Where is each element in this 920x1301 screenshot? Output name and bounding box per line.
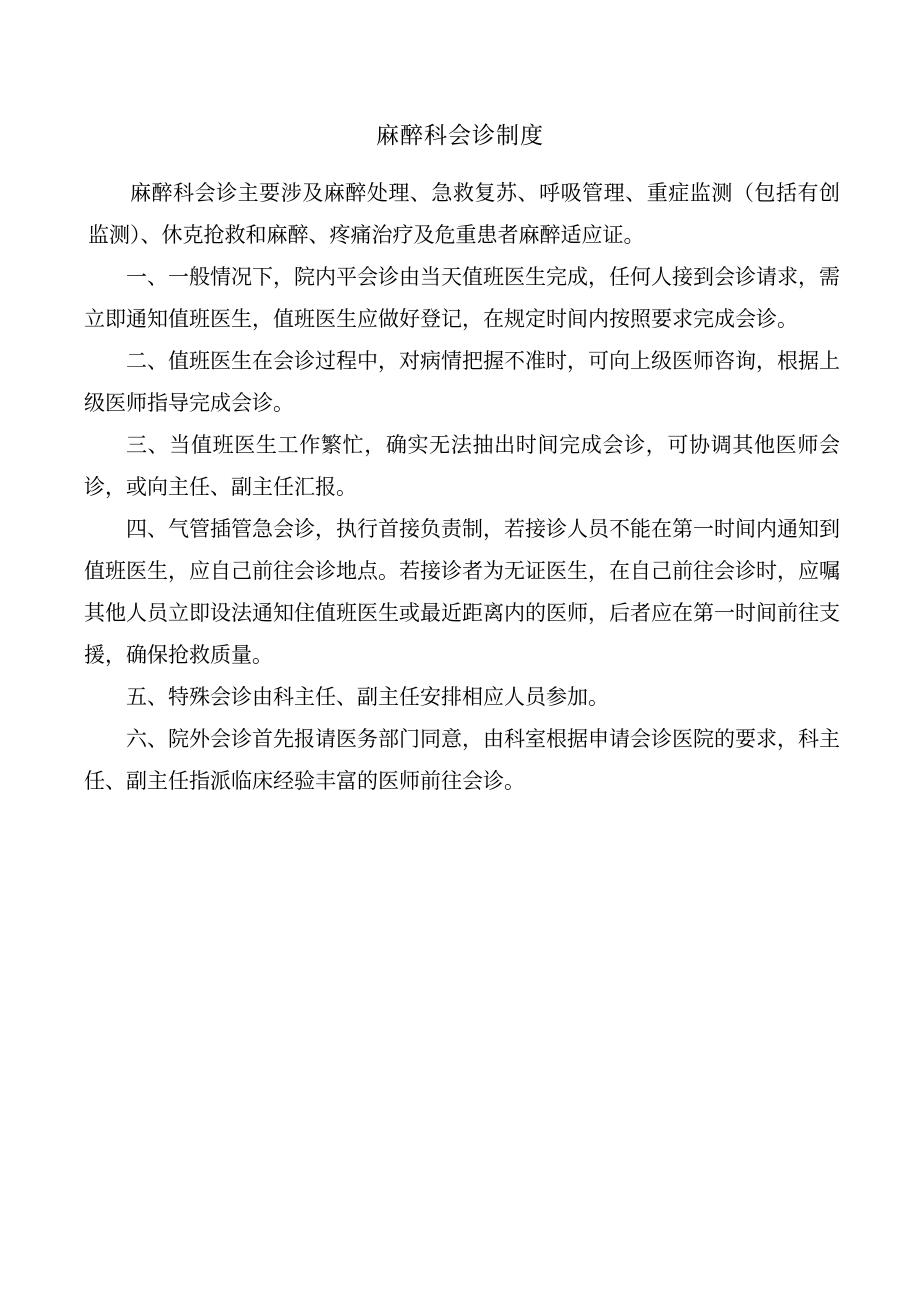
paragraph-1: 一、一般情况下，院内平会诊由当天值班医生完成，任何人接到会诊请求，需立即通知值班医生，值班医生应做好登记，在规定时间内按照要求完成会诊。 xyxy=(84,265,840,331)
paragraph-6: 六、院外会诊首先报请医务部门同意，由科室根据申请会诊医院的要求，科主任、副主任指派临床经验丰富的医师前往会诊。 xyxy=(84,727,840,793)
paragraph-2: 二、值班医生在会诊过程中，对病情把握不准时，可向上级医师咨询，根据上级医师指导完成会诊。 xyxy=(84,349,840,415)
paragraph-5: 五、特殊会诊由科主任、副主任安排相应人员参加。 xyxy=(126,685,609,709)
document-title: 麻醉科会诊制度 xyxy=(376,123,544,149)
paragraph-4: 四、气管插管急会诊，执行首接负责制，若接诊人员不能在第一时间内通知到值班医生，应自己前往会诊地点。若接诊者为无证医生，在自己前往会诊时，应嘱其他人员立即设法通知住值班医生或最近距离内的医师，后者应在第一时间前往支援，确保抢救质量。 xyxy=(84,517,840,667)
paragraph-intro: 麻醉科会诊主要涉及麻醉处理、急救复苏、呼吸管理、重症监测（包括有创监测）、休克抢救和麻醉、疼痛治疗及危重患者麻醉适应证。 xyxy=(88,181,840,247)
paragraph-3: 三、当值班医生工作繁忙，确实无法抽出时间完成会诊，可协调其他医师会诊，或向主任、副主任汇报。 xyxy=(84,433,840,499)
document-body xyxy=(84,172,840,802)
